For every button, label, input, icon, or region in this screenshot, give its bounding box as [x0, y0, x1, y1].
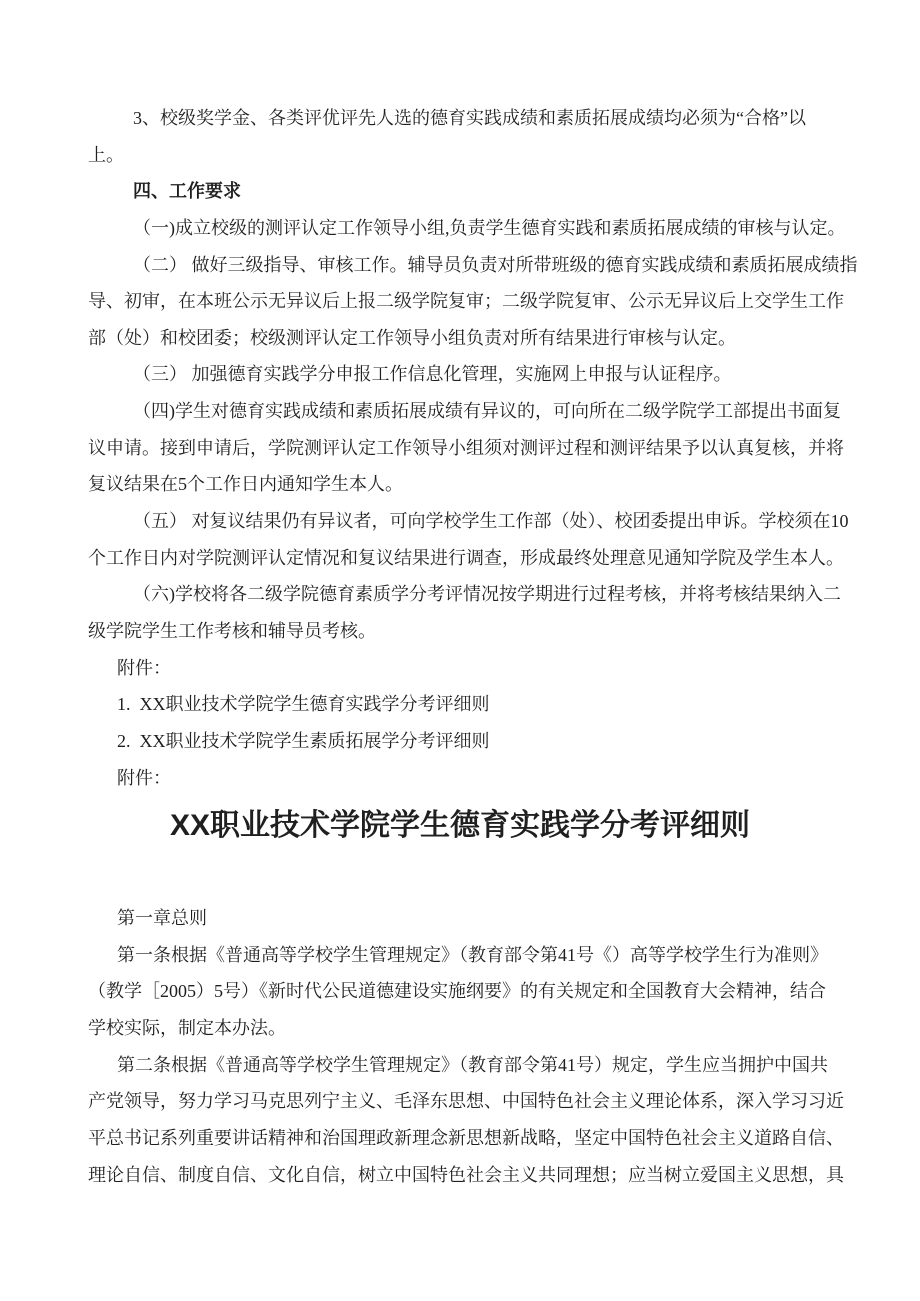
body-line: （三） 加强德育实践学分申报工作信息化管理，实施网上申报与认证程序。: [133, 364, 732, 385]
body-line: 平总书记系列重要讲话精神和治国理政新理念新思想新战略，坚定中国特色社会主义道路自信、: [88, 1128, 844, 1149]
body-line: 理论自信、制度自信、文化自信，树立中国特色社会主义共同理想；应当树立爱国主义思想，具: [88, 1164, 844, 1185]
body-line: 部（处）和校团委；校级测评认定工作领导小组负责对所有结果进行审核与认定。: [88, 327, 736, 348]
body-line: 导、初审，在本班公示无异议后上报二级学院复审；二级学院复审、公示无异议后上交学生工作: [88, 291, 844, 312]
body-line: 议申请。接到申请后，学院测评认定工作领导小组须对测评过程和测评结果予以认真复核，并将: [88, 437, 844, 458]
document-title: XX职业技术学院学生德育实践学分考评细则: [169, 809, 751, 843]
body-line: 产党领导，努力学习马克思列宁主义、毛泽东思想、中国特色社会主义理论体系，深入学习习近: [88, 1091, 844, 1112]
attachment-item-2: 2. XX职业技术学院学生素质拓展学分考评细则: [117, 730, 490, 751]
blank-line: [88, 856, 878, 900]
body-line: 第一条根据《普通高等学校学生管理规定》（教育部令第41号《）高等学校学生行为准则》: [117, 944, 828, 965]
document-text-block: [88, 100, 878, 1193]
chapter-heading: 第一章总则: [117, 908, 207, 929]
body-line: 上。: [88, 144, 124, 165]
body-line: 级学院学生工作考核和辅导员考核。: [88, 620, 376, 641]
section-heading-work-requirements: 四、工作要求: [133, 181, 241, 202]
body-line: 第二条根据《普通高等学校学生管理规定》（教育部令第41号）规定，学生应当拥护中国共: [117, 1054, 828, 1075]
body-line: （四)学生对德育实践成绩和素质拓展成绩有异议的，可向所在二级学院学工部提出书面复: [133, 401, 841, 422]
attachment-item-1: 1. XX职业技术学院学生德育实践学分考评细则: [117, 694, 490, 715]
body-line: （五） 对复议结果仍有异议者，可向学校学生工作部（处）、校团委提出申诉。学校须在10: [133, 511, 849, 532]
attachments-label: 附件：: [117, 767, 171, 788]
body-line: 个工作日内对学院测评认定情况和复议结果进行调查，形成最终处理意见通知学院及学生本人。: [88, 547, 844, 568]
body-line: 学校实际，制定本办法。: [88, 1018, 286, 1039]
body-line: （二） 做好三级指导、审核工作。辅导员负责对所带班级的德育实践成绩和素质拓展成绩指: [133, 254, 858, 275]
body-line: 复议结果在5个工作日内通知学生本人。: [88, 474, 403, 495]
body-line: 3、校级奖学金、各类评优评先人选的德育实践成绩和素质拓展成绩均必须为“合格”以: [133, 108, 806, 128]
body-line: （一)成立校级的测评认定工作领导小组,负责学生德育实践和素质拓展成绩的审核与认定。: [133, 217, 846, 238]
body-line: （教学［2005）5号）《新时代公民道德建设实施纲要》的有关规定和全国教育大会精神，结合: [88, 981, 826, 1002]
body-line: （六)学校将各二级学院德育素质学分考评情况按学期进行过程考核，并将考核结果纳入二: [133, 584, 841, 605]
attachments-label: 附件：: [117, 657, 171, 678]
